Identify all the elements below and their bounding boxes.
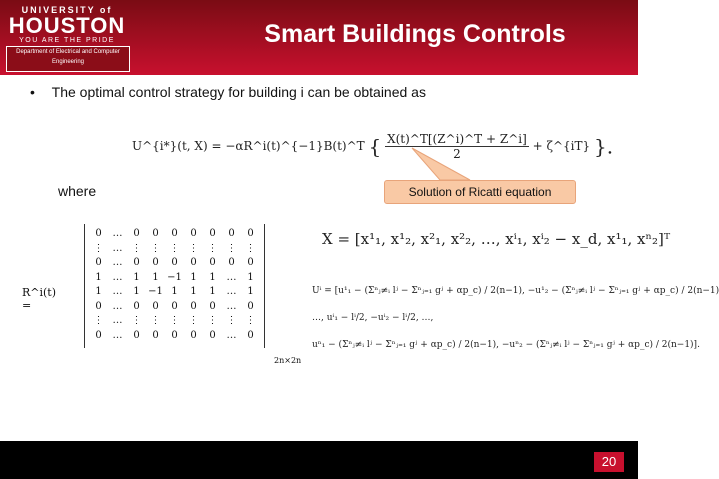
matrix-cell: ⋮ [207,242,218,254]
footer-bar [0,441,638,479]
matrix-label: R^i(t) = [22,286,57,312]
matrix-cell: 0 [152,228,159,239]
matrix-cell: 0 [95,257,102,268]
matrix-cell: −1 [148,286,163,297]
matrix-cell: 0 [133,300,140,312]
control-tail: + ζ^{iT} [532,139,591,153]
matrix-row [89,272,260,287]
matrix-row [89,257,260,272]
matrix-cell: ⋮ [150,315,161,326]
matrix-cell: 0 [247,257,254,268]
matrix-cell: … [112,315,123,326]
state-vector-equation: X = [x¹₁, x¹₂, x²₁, x²₂, …, xⁱ₁, xⁱ₂ − x_d, x¹₁, xⁿ₂]ᵀ [322,230,671,248]
matrix-cell: 0 [171,228,178,239]
matrix-cell: 0 [247,300,254,312]
matrix-cell: 1 [209,271,216,283]
matrix-cell: 0 [228,228,235,239]
matrix-row [89,243,260,258]
matrix-cell: 1 [190,286,197,297]
matrix-cell: … [112,242,123,254]
matrix-body [84,224,265,348]
matrix-cell: ⋮ [188,242,199,254]
matrix-cell: 0 [190,300,197,312]
matrix-cell: ⋮ [93,315,104,326]
matrix-cell: … [112,271,123,283]
matrix-cell: ⋮ [226,242,237,254]
matrix-cell: 0 [190,228,197,239]
page-number: 20 [594,452,624,472]
matrix-cell: 1 [190,271,197,283]
ricatti-callout: Solution of Ricatti equation [384,180,576,204]
matrix-cell: 1 [247,271,254,283]
matrix-subscript: 2n×2n [274,356,302,365]
matrix-cell: −1 [167,271,182,283]
matrix-cell: ⋮ [245,242,256,254]
matrix-cell: 0 [171,257,178,268]
matrix-cell: … [226,286,237,297]
logo-university-text: UNIVERSITY of [21,5,113,15]
matrix-cell: 0 [133,228,140,239]
matrix-cell: 0 [95,228,102,239]
matrix-cell: ⋮ [226,315,237,326]
u-line-1: Uⁱ = [u¹₁ − (Σⁿⱼ≠ᵢ lʲ − Σⁿⱼ₌₁ gʲ + αp_c) / 2(n−1), −u¹₂ − (Σⁿⱼ≠ᵢ lʲ − Σⁿⱼ₌₁ gʲ + αp_c) / 2(n−1) [312,286,719,296]
matrix-cell: 0 [190,329,197,341]
department-label: Department of Electrical and Computer Engineering [6,46,130,72]
matrix-cell: ⋮ [131,242,142,254]
matrix-cell: ⋮ [131,315,142,326]
matrix-cell: 0 [152,329,159,341]
where-label: where [58,183,97,199]
matrix-cell: 0 [152,257,159,268]
matrix-cell: 0 [209,329,216,341]
u-vector-equation [312,285,719,352]
logo-tagline-text: YOU ARE THE PRIDE [19,37,115,44]
matrix-cell: … [112,257,123,268]
bullet-icon: • [30,84,35,100]
matrix-cell: 0 [152,300,159,312]
matrix-cell: 0 [95,329,102,341]
matrix-cell: 0 [171,300,178,312]
control-lhs: U^{i*}(t, X) = −αR^i(t)^{−1}B(t)^T [132,139,365,153]
matrix-cell: … [226,271,237,283]
matrix-cell: 1 [133,271,140,283]
matrix-row [89,286,260,301]
matrix-cell: 1 [247,286,254,297]
matrix-cell: … [112,228,123,239]
matrix-cell: … [112,286,123,297]
control-denominator: 2 [453,147,461,161]
bullet-text: The optimal control strategy for building i can be obtained as [51,84,426,100]
matrix-cell: 0 [209,228,216,239]
matrix-cell: 0 [190,257,197,268]
matrix-cell: 0 [209,257,216,268]
matrix-cell: 0 [247,228,254,239]
matrix-cell: … [112,329,123,341]
matrix-row [89,315,260,330]
left-brace-icon: { [368,134,382,159]
matrix-cell: ⋮ [150,242,161,254]
matrix-cell: 0 [209,300,216,312]
matrix-cell: 1 [95,271,102,283]
matrix-cell: … [226,300,237,312]
right-brace-icon: }. [593,134,614,159]
matrix-cell: ⋮ [188,315,199,326]
matrix-cell: ⋮ [169,242,180,254]
matrix-cell: … [112,300,123,312]
matrix-cell: ⋮ [93,242,104,254]
matrix-cell: 0 [228,257,235,268]
matrix-cell: ⋮ [207,315,218,326]
matrix-cell: 0 [247,329,254,341]
slide-title: Smart Buildings Controls [264,20,566,48]
control-numerator: X(t)^T[(Z^i)^T + Z^i] [387,132,527,146]
logo-name-text: HOUSTON [8,13,126,38]
matrix-cell: 1 [133,286,140,297]
matrix-cell: ⋮ [245,315,256,326]
matrix-cell: … [226,329,237,341]
matrix-cell: 1 [209,286,216,297]
matrix-row [89,330,260,345]
matrix-cell: 0 [133,257,140,268]
matrix-row [89,301,260,316]
matrix-row [89,228,260,243]
matrix-cell: 0 [95,300,102,312]
matrix-cell: 0 [133,329,140,341]
matrix-cell: 0 [171,329,178,341]
matrix-cell: 1 [95,286,102,297]
u-line-2: …, uⁱ₁ − lⁱ/2, −uⁱ₂ − lⁱ/2, …, [312,313,434,323]
matrix-cell: 1 [152,271,159,283]
matrix-cell: ⋮ [169,315,180,326]
u-line-3: uⁿ₁ − (Σⁿⱼ≠ᵢ lʲ − Σⁿⱼ₌₁ gʲ + αp_c) / 2(n−1), −uⁿ₂ − (Σⁿⱼ≠ᵢ lʲ − Σⁿⱼ₌₁ gʲ + αp_c) / 2(n−1)]. [312,340,700,350]
matrix-cell: 1 [171,286,178,297]
